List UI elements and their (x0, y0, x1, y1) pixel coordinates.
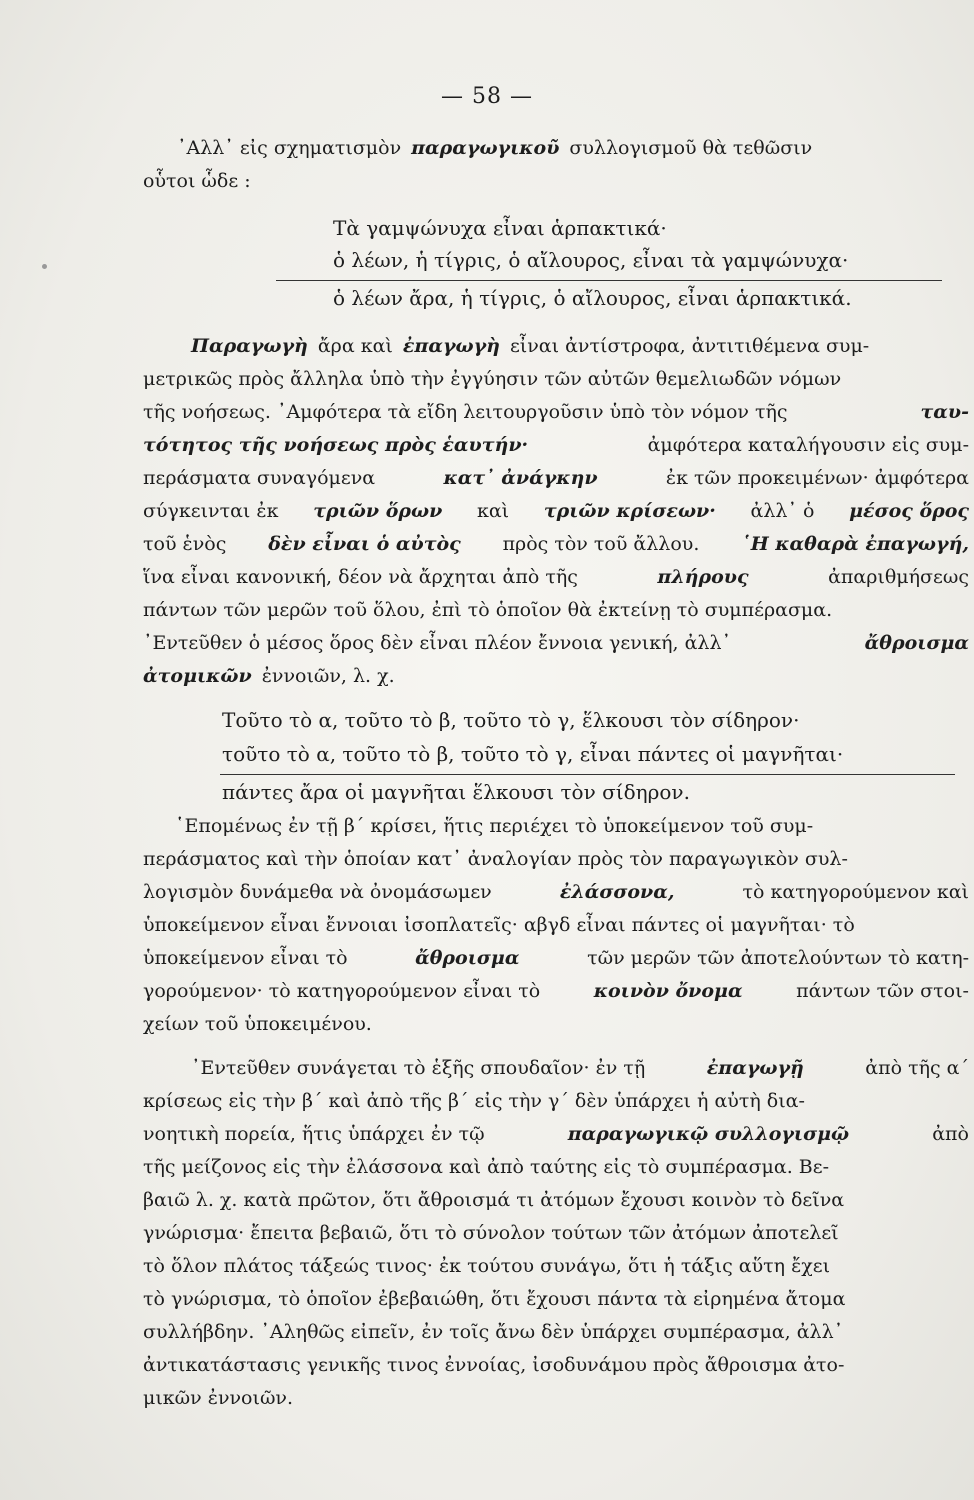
text-line: νοητικὴ πορεία, ἥτις ὑπάρχει ἐν τῷ παραγωγικῷ συλλογισμῷ ἀπὸ (143, 1123, 969, 1145)
text-line: τοῦ ἑνὸς δὲν εἶναι ὁ αὐτὸς πρὸς τὸν τοῦ ἄλλου. ῾Η καθαρὰ ἐπαγωγή, (143, 533, 969, 555)
text-line: ὑποκείμενον εἶναι τὸ ἄθροισμα τῶν μερῶν τῶν ἀποτελούντων τὸ κατη- (143, 947, 969, 969)
text-line: οὗτοι ὧδε : (143, 170, 251, 192)
text-line: Παραγωγὴ ἄρα καὶ ἐπαγωγὴ εἶναι ἀντίστροφα, ἀντιτιθέμενα συμ- (191, 335, 870, 357)
minor-premise: τοῦτο τὸ α, τοῦτο τὸ β, τοῦτο τὸ γ, εἶναι πάντες οἱ μαγνῆται· (222, 742, 844, 766)
emphasis: παραγωγικοῦ (411, 137, 560, 159)
text-line: τότητος τῆς νοήσεως πρὸς ἑαυτήν· ἀμφότερα καταλήγουσιν εἰς συμ- (143, 434, 969, 456)
page-number: — 58 — (441, 84, 533, 109)
text-line: περάσματος καὶ τὴν ὁποίαν κατ᾿ ἀναλογίαν πρὸς τὸν παραγωγικὸν συλ- (143, 848, 848, 870)
text-line: γορούμενον· τὸ κατηγορούμενον εἶναι τὸ κοινὸν ὄνομα πάντων τῶν στοι- (143, 980, 969, 1002)
text-line: χείων τοῦ ὑποκειμένου. (143, 1013, 372, 1035)
text-line: σύγκεινται ἐκ τριῶν ὅρων καὶ τριῶν κρίσεων· ἀλλ᾿ ὁ μέσος ὅρος (143, 500, 969, 522)
major-premise: Τοῦτο τὸ α, τοῦτο τὸ β, τοῦτο τὸ γ, ἕλκουσι τὸν σίδηρον· (222, 708, 800, 732)
syllogism-rule (220, 774, 955, 775)
syllogism-rule (276, 280, 942, 281)
text-line: γνώρισμα· ἔπειτα βεβαιῶ, ὅτι τὸ σύνολον τούτων τῶν ἀτόμων ἀποτελεῖ (143, 1222, 839, 1244)
text-line: βαιῶ λ. χ. κατὰ πρῶτον, ὅτι ἄθροισμά τι ἀτόμων ἔχουσι κοινὸν τὸ δεῖνα (143, 1189, 845, 1211)
text-line: κρίσεως εἰς τὴν β΄ καὶ ἀπὸ τῆς β΄ εἰς τὴν γ΄ δὲν ὑπάρχει ἡ αὐτὴ δια- (143, 1090, 805, 1112)
minor-premise: ὁ λέων, ἡ τίγρις, ὁ αἴλουρος, εἶναι τὰ γαμψώνυχα· (333, 248, 849, 272)
conclusion: ὁ λέων ἄρα, ἡ τίγρις, ὁ αἴλουρος, εἶναι ἁρπακτικά. (333, 286, 852, 310)
text-line: ᾿Εντεῦθεν ὁ μέσος ὅρος δὲν εἶναι πλέον ἔννοια γενική, ἀλλ᾿ ἄθροισμα (143, 632, 969, 654)
text-line: ἀτομικῶν ἐννοιῶν, λ. χ. (143, 665, 395, 687)
text-line: ἀντικατάστασις γενικῆς τινος ἐννοίας, ἰσοδυνάμου πρὸς ἄθροισμα ἀτο- (143, 1354, 845, 1376)
text-line: μικῶν ἐννοιῶν. (143, 1387, 294, 1409)
paragraph-conclusion (143, 1052, 969, 1415)
text-line: μετρικῶς πρὸς ἄλληλα ὑπὸ τὴν ἐγγύησιν τῶν αὐτῶν θεμελιωδῶν νόμων (143, 368, 842, 390)
text-line: τὸ γνώρισμα, τὸ ὁποῖον ἐβεβαιώθη, ὅτι ἔχουσι πάντα τὰ εἰρημένα ἄτομα (143, 1288, 846, 1310)
text-line: ᾿Αλλ᾿ εἰς σχηματισμὸν παραγωγικοῦ συλλογισμοῦ θὰ τεθῶσιν (143, 132, 969, 165)
text-line: τῆς μείζονος εἰς τὴν ἐλάσσονα καὶ ἀπὸ ταύτης εἰς τὸ συμπέρασμα. Βε- (143, 1156, 830, 1178)
text-line: ὑποκείμενον εἶναι ἔννοιαι ἰσοπλατεῖς· αβγδ εἶναι πάντες οἱ μαγνῆται· τὸ (143, 914, 855, 936)
text-line: πάντων τῶν μερῶν τοῦ ὅλου, ἐπὶ τὸ ὁποῖον θὰ ἐκτείνῃ τὸ συμπέρασμα. (143, 599, 833, 621)
text-line: λογισμὸν δυνάμεθα νὰ ὀνομάσωμεν ἐλάσσονα, τὸ κατηγορούμενον καὶ (143, 881, 969, 903)
major-premise: Τὰ γαμψώνυχα εἶναι ἁρπακτικά· (333, 216, 667, 240)
text-line: ᾿Εντεῦθεν συνάγεται τὸ ἑξῆς σπουδαῖον· ἐν τῇ ἐπαγωγῇ ἀπὸ τῆς α΄ (191, 1057, 969, 1079)
text-line: συλλήβδην. ᾿Αληθῶς εἰπεῖν, ἐν τοῖς ἄνω δὲν ὑπάρχει συμπέρασμα, ἀλλ᾿ (143, 1321, 844, 1343)
paragraph-intro (143, 132, 969, 198)
text-line: τῆς νοήσεως. ᾿Αμφότερα τὰ εἴδη λειτουργοῦσιν ὑπὸ τὸν νόμον τῆς ταυ- (143, 401, 969, 423)
text-line: τὸ ὅλον πλάτος τάξεώς τινος· ἐκ τούτου συνάγω, ὅτι ἡ τάξις αὕτη ἔχει (143, 1255, 831, 1277)
text-line: ἵνα εἶναι κανονική, δέον νὰ ἄρχηται ἀπὸ τῆς πλήρους ἀπαριθμήσεως (143, 566, 969, 588)
text-line: ῾Επομένως ἐν τῇ β΄ κρίσει, ἥτις περιέχει τὸ ὑποκείμενον τοῦ συμ- (175, 815, 814, 837)
scan-speck (42, 264, 47, 269)
text-line: περάσματα συναγόμενα κατ᾿ ἀνάγκην ἐκ τῶν προκειμένων· ἀμφότερα (143, 467, 969, 489)
paragraph-minor-premise (143, 810, 969, 1041)
conclusion: πάντες ἄρα οἱ μαγνῆται ἕλκουσι τὸν σίδηρον. (222, 780, 690, 804)
paragraph-deduction-induction (143, 330, 969, 693)
